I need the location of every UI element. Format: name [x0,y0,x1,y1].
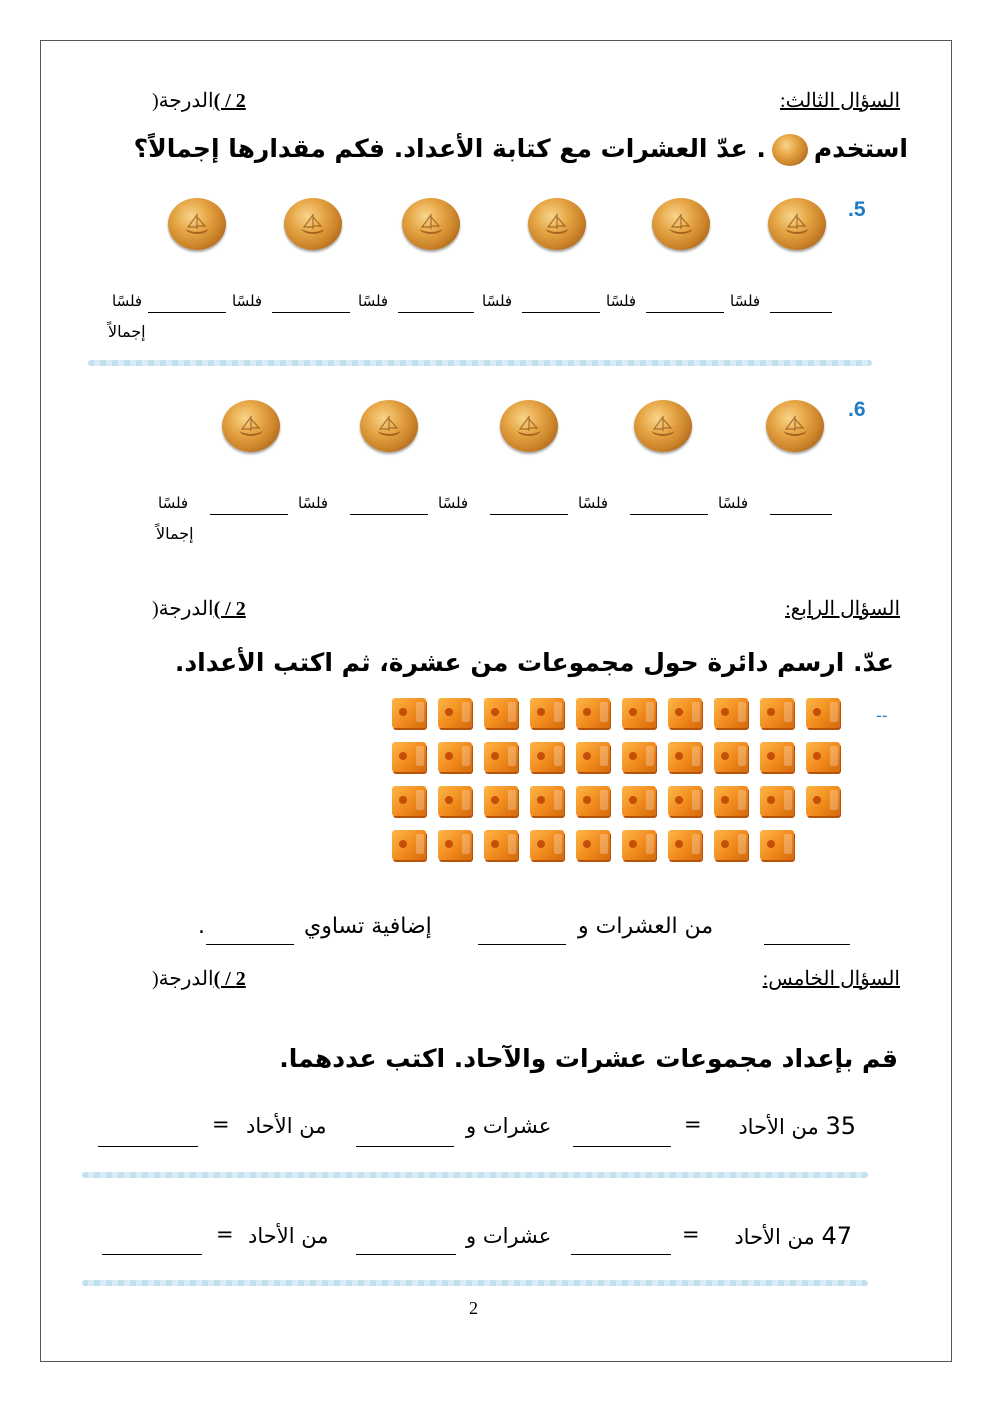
unit-cube[interactable] [622,742,656,772]
q5-row2-tens-label: عشرات و [466,1224,552,1248]
ones-blank[interactable] [478,944,566,945]
unit-label: فلسًا [438,494,469,512]
answer-blank[interactable] [522,312,600,313]
total-label-5: إجمالاً [108,322,146,341]
coin [402,198,460,250]
dhow-icon [542,211,572,237]
unit-cube[interactable] [622,830,656,860]
unit-cube[interactable] [714,742,748,772]
dhow-icon [780,413,810,439]
q5-row1-tens-label: عشرات و [466,1114,552,1138]
unit-label: فلسًا [578,494,609,512]
unit-cube[interactable] [530,742,564,772]
answer-blank[interactable] [398,312,474,313]
dhow-icon [416,211,446,237]
unit-cube[interactable] [714,830,748,860]
dhow-icon [298,211,328,237]
answer-blank[interactable] [770,514,832,515]
q5-row1-ones-label2: من الأحاد [246,1114,327,1138]
unit-cube[interactable] [392,786,426,816]
unit-cube[interactable] [668,786,702,816]
dhow-icon [648,413,678,439]
q3-label: السؤال الثالث: [780,90,900,112]
unit-cube[interactable] [806,698,840,728]
coin [652,198,710,250]
q4-label: السؤال الرابع: [785,598,900,620]
unit-cube[interactable] [438,830,472,860]
q5-row2-eq: = [682,1222,700,1246]
answer-blank[interactable] [490,514,568,515]
unit-cube[interactable] [392,742,426,772]
unit-label: فلسًا [298,494,329,512]
unit-label: فلسًا [606,292,637,310]
unit-cube[interactable] [622,786,656,816]
unit-label: فلسًا [482,292,513,310]
dhow-icon [514,413,544,439]
coin [500,400,558,452]
q3-instruction-b: . عدّ العشرات مع كتابة الأعداد. فكم مقدارها إجمالاً؟ [133,134,766,163]
q5-row1-eq2: = [212,1112,230,1136]
q5-row1-number: 35 [825,1112,856,1140]
dhow-icon [236,413,266,439]
q5-label: السؤال الخامس: [762,968,900,990]
total-blank[interactable] [206,944,294,945]
unit-cube[interactable] [760,830,794,860]
q5-row2-ones-label2: من الأحاد [248,1224,329,1248]
q5-row2-ones-label: من الأحاد [734,1225,815,1249]
page-number: 2 [469,1298,478,1318]
q3-grade-score: 2 / ) [213,90,246,112]
q5-row1-result-blank[interactable] [98,1146,198,1147]
dhow-icon [182,211,212,237]
unit-cube[interactable] [576,742,610,772]
unit-cube[interactable] [438,786,472,816]
answer-blank[interactable] [148,312,226,313]
unit-cube[interactable] [760,698,794,728]
q5-row1-ones-blank[interactable] [356,1146,454,1147]
dhow-icon [666,211,696,237]
q5-row2-number: 47 [821,1222,852,1250]
coin [766,400,824,452]
unit-cube[interactable] [438,742,472,772]
unit-cube[interactable] [484,742,518,772]
q5-grade [152,966,246,991]
q3-instruction [134,134,908,166]
coin [168,198,226,250]
unit-cube[interactable] [714,698,748,728]
unit-cube[interactable] [576,786,610,816]
item-5-number: .5 [848,198,866,221]
coin [284,198,342,250]
q3-grade [152,88,246,113]
unit-cube[interactable] [392,830,426,860]
q4-sentence-1: من العشرات و [578,914,714,939]
unit-cube[interactable] [530,830,564,860]
unit-label: فلسًا [158,494,189,512]
answer-blank[interactable] [210,514,288,515]
q5-row1-ones-label: من الأحاد [738,1115,819,1139]
unit-cube[interactable] [392,698,426,728]
unit-cube[interactable] [760,742,794,772]
unit-label: فلسًا [730,292,761,310]
unit-cube[interactable] [714,786,748,816]
coin [634,400,692,452]
divider-2 [82,1172,868,1178]
item-6-number: .6 [848,398,866,421]
tens-blank[interactable] [764,944,850,945]
q5-row2-tens-blank[interactable] [571,1254,671,1255]
unit-cube[interactable] [530,786,564,816]
unit-cube[interactable] [484,698,518,728]
dhow-icon [782,211,812,237]
q5-row2-result-blank[interactable] [102,1254,202,1255]
q4-sentence-2: إضافية تساوي [304,914,432,939]
q5-row1-left [738,1112,856,1140]
unit-label: فلسًا [112,292,143,310]
q4-grade-label: الدرجة( [152,598,214,620]
answer-blank[interactable] [630,514,708,515]
coin [360,400,418,452]
divider-3 [82,1280,868,1286]
q5-row1-eq: = [684,1112,702,1136]
q5-grade-label: الدرجة( [152,968,214,990]
total-label-6: إجمالاً [156,524,194,543]
q5-row2-eq2: = [216,1222,234,1246]
unit-cube[interactable] [806,742,840,772]
answer-blank[interactable] [770,312,832,313]
q5-row2-ones-blank[interactable] [356,1254,456,1255]
q4-grade-score: 2 / ) [213,598,246,620]
unit-label: فلسًا [232,292,263,310]
unit-cube[interactable] [530,698,564,728]
unit-cube[interactable] [806,786,840,816]
answer-blank[interactable] [350,514,428,515]
q4-sentence-3: . [198,914,205,939]
divider-1 [88,360,872,366]
q5-row1-tens-blank[interactable] [573,1146,671,1147]
unit-cube[interactable] [438,698,472,728]
q5-grade-score: 2 / ) [213,968,246,990]
coin [222,400,280,452]
coin [768,198,826,250]
unit-cube[interactable] [576,830,610,860]
unit-cube[interactable] [484,786,518,816]
unit-cube[interactable] [484,830,518,860]
answer-blank[interactable] [646,312,724,313]
q4-grade [152,596,246,621]
answer-blank[interactable] [272,312,350,313]
q3-instruction-a: استخدم [813,134,908,163]
coin-icon [772,134,808,166]
q4-instruction: عدّ. ارسم دائرة حول مجموعات من عشرة، ثم اكتب الأعداد. [174,648,894,677]
coin [528,198,586,250]
q5-row2-left [734,1222,852,1250]
dhow-icon [374,413,404,439]
unit-label: فلسًا [718,494,749,512]
unit-cube[interactable] [622,698,656,728]
unit-cube[interactable] [668,698,702,728]
unit-cube[interactable] [576,698,610,728]
unit-cube[interactable] [668,830,702,860]
unit-cube[interactable] [668,742,702,772]
q4-dash: -- [876,706,888,725]
unit-label: فلسًا [358,292,389,310]
unit-cube[interactable] [760,786,794,816]
q5-instruction: قم بإعداد مجموعات عشرات والآحاد. اكتب عددهما. [279,1044,898,1073]
q3-grade-label: الدرجة( [152,90,214,112]
